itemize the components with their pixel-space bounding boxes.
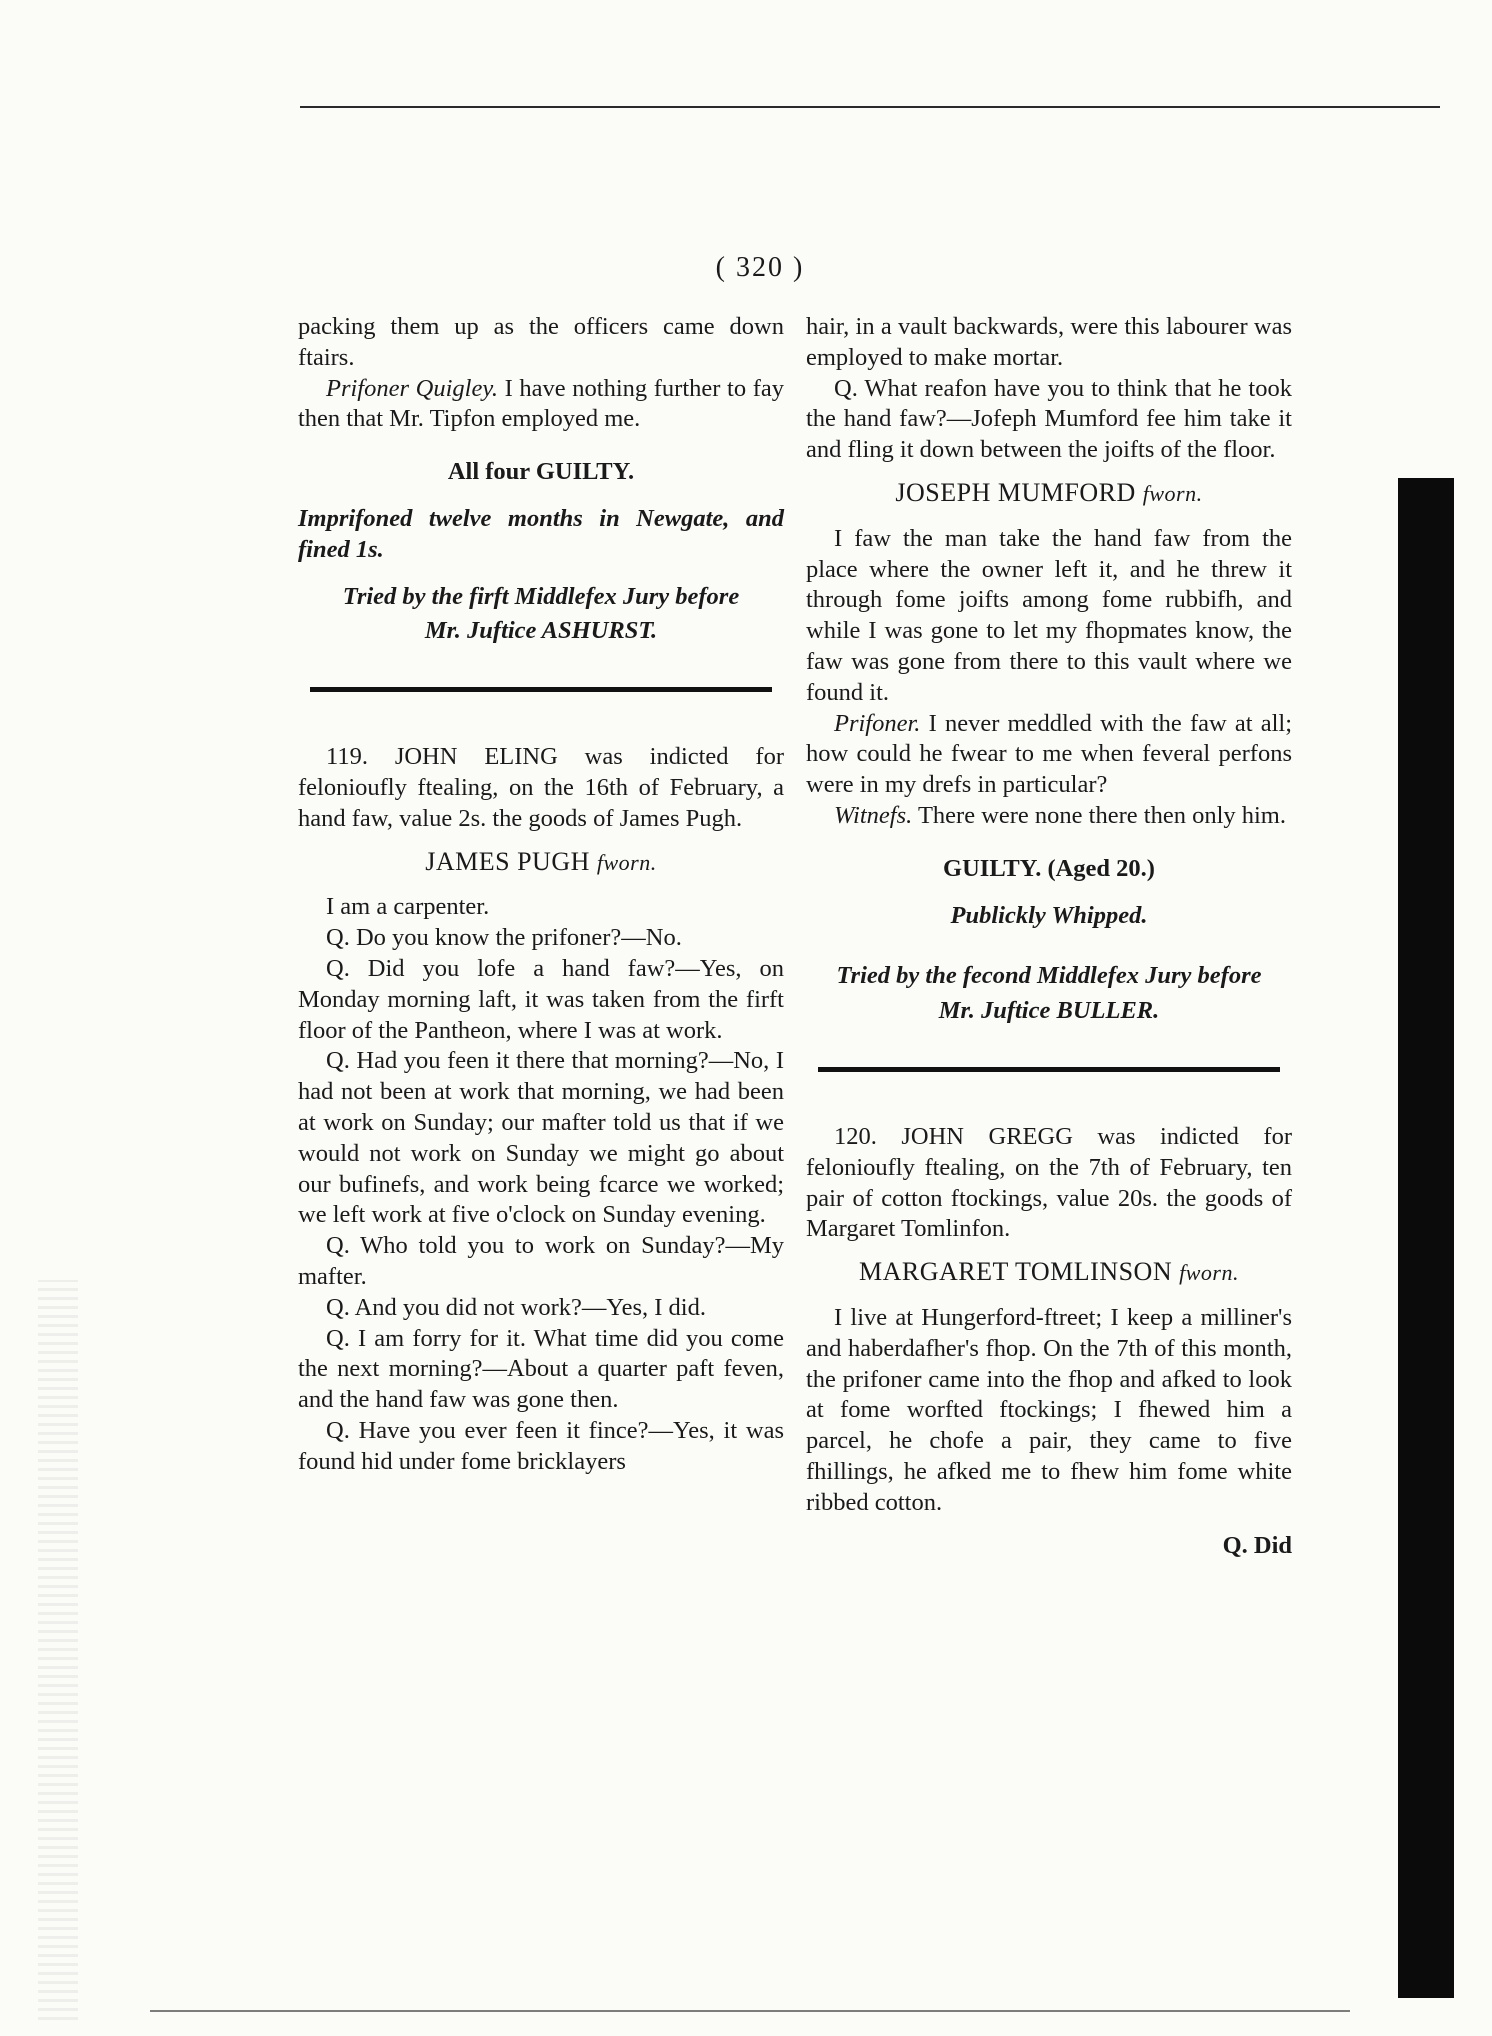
sworn-label: fworn. [1179,1260,1239,1286]
left-continuation: packing them up as the officers came down ftairs. [298,313,784,371]
witness-heading-tomlinson [806,1257,1292,1289]
tomlinson-testimony: I live at Hungerford-ftreet; I keep a milliner's and haberdafher's fhop. On the 7th of this month, the prifoner came into the fhop and afked to look at fome worfted ftockings; I fhewed him a parcel, he chofe a pair, they came to five fhillings, he afked me to fhew him fome white ribbed cotton. [806,1303,1292,1516]
scan-rule-bottom [150,2010,1350,2012]
judge-right: Mr. Juftice BULLER. [938,997,1160,1025]
tried-by-right: Tried by the fecond Middlefex Jury before [836,962,1262,990]
testimony-line: I am a carpenter. [326,893,490,921]
testimony-line: Q. Do you know the prifoner?—No. [326,924,682,952]
sentence-left: Imprifoned twelve months in Newgate, and fined 1s. [298,504,784,563]
witness-reply [806,801,1292,832]
verdict-left: All four GUILTY. [447,458,635,486]
right-continuation: hair, in a vault backwards, were this labourer was employed to make mortar. [806,313,1292,371]
left-column [298,312,784,1478]
mumford-testimony: I faw the man take the hand faw from the place where the owner left it, and he threw it through fome joifts among fome rubbifh, and while I was gone to let my fhopmates know, the faw was gone from there to this vault where we found it. [806,524,1292,706]
case-119-intro: 119. JOHN ELING was indicted for felonioufly ftealing, on the 16th of February, a hand faw, value 2s. the goods of James Pugh. [298,743,784,832]
sworn-label: fworn. [596,849,657,875]
verdict-right: GUILTY. (Aged 20.) [943,854,1155,882]
testimony-line: Q. Did you lofe a hand faw?—Yes, on Monday morning laft, it was taken from the firft floor of the Pantheon, where I was at work. [298,954,784,1044]
judge-left: Mr. Juftice ASHURST. [424,617,658,645]
page-number: ( 320 ) [715,252,805,283]
witness-label: Witnefs. [834,801,913,829]
witness-text: There were none there then only him. [917,801,1286,829]
witness-heading-mumford [806,478,1292,510]
case-120-intro: 120. JOHN GREGG was indicted for felonioufly ftealing, on the 7th of February, ten pair of cotton ftockings, value 20s. the goods of Margaret Tomlinfon. [806,1122,1292,1243]
sworn-label: fworn. [1142,480,1203,506]
catchword: Q. Did [1222,1531,1292,1559]
section-divider [818,1067,1280,1072]
testimony-line: Q. Had you feen it there that morning?—No, I had not been at work that morning, we had been at work on Sunday; our mafter told us that if we would not work on Sunday we might go about our bufinefs, and work being fcarce we worked; we left work at five o'clock on Sunday evening. [298,1047,784,1229]
witness-name: JAMES PUGH [425,846,590,876]
witness-name: JOSEPH MUMFORD [895,477,1136,507]
testimony-line: Q. I am forry for it. What time did you come the next morning?—About a quarter paft feven, and the hand faw was gone then. [298,1324,784,1414]
prisoner-label: Prifoner Quigley. [326,374,498,402]
scan-binding-shadow [1398,478,1454,1998]
tried-by-left: Tried by the firft Middlefex Jury before [342,582,740,610]
sentence-right: Publickly Whipped. [950,901,1148,929]
testimony-line: Q. And you did not work?—Yes, I did. [326,1293,706,1321]
question-reason: Q. What reafon have you to think that he took the hand faw?—Jofeph Mumford fee him take it and fling it down between the joifts of the floor. [806,374,1292,464]
scan-rule-top [300,106,1440,108]
prisoner-defence [806,709,1292,801]
section-divider [310,687,772,692]
right-column [806,312,1292,1561]
testimony-line: Q. Who told you to work on Sunday?—My mafter. [298,1232,784,1290]
prisoner-statement [298,374,784,436]
scan-edge-noise [38,1280,78,2020]
prisoner-label: Prifoner. [834,709,921,737]
prisoner-text: I have nothing further to fay then that Mr. Tipfon employed me. [298,374,784,433]
testimony-line: Q. Have you ever feen it fince?—Yes, it was found hid under fome bricklayers [298,1416,784,1475]
witness-name: MARGARET TOMLINSON [859,1257,1173,1287]
witness-heading-pugh [298,847,784,879]
prisoner-text: I never meddled with the faw at all; how could he fwear to me when feveral perfons were in my drefs in particular? [806,709,1293,799]
